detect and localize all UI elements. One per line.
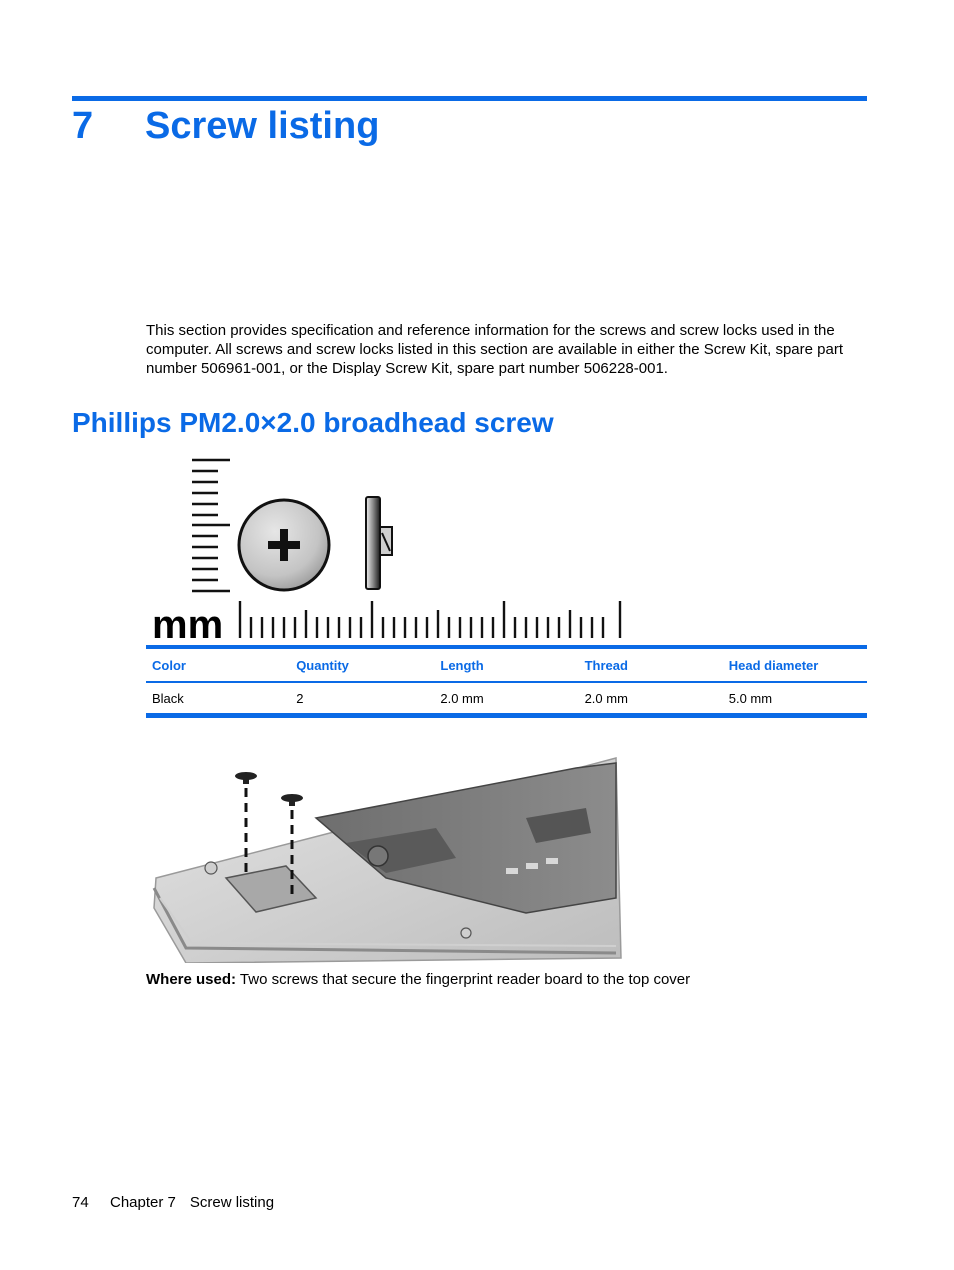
chapter-number: 7 <box>72 104 94 147</box>
scale-unit-label: mm <box>152 603 224 645</box>
cell-quantity: 2 <box>290 682 434 716</box>
cell-thread: 2.0 mm <box>579 682 723 716</box>
table-header-row <box>146 647 867 682</box>
section-heading: Phillips PM2.0×2.0 broadhead screw <box>72 407 554 438</box>
footer-chapter-title: Screw listing <box>189 1194 275 1211</box>
where-used-label: Where used: <box>146 971 237 988</box>
page-number: 74 <box>72 1194 89 1211</box>
screw-head-top-view <box>239 500 329 590</box>
where-used-text: Two screws that secure the fingerprint reader board to the top cover <box>236 971 691 988</box>
vertical-ruler <box>192 460 230 591</box>
screw-location-illustration <box>146 748 626 963</box>
column-header-thread: Thread <box>579 647 723 682</box>
footer-chapter-label: Chapter 7 <box>110 1194 176 1211</box>
horizontal-ruler <box>240 601 620 638</box>
intro-paragraph: This section provides specification and reference information for the screws and screw locks used in the computer. All screws and screw locks listed in this section are available in either the Screw Kit, spare part number 506961-001, or the Display Screw Kit, spare part number 506228-001. <box>146 322 843 377</box>
cell-head-diameter: 5.0 mm <box>723 682 867 716</box>
cell-length: 2.0 mm <box>434 682 578 716</box>
column-header-quantity: Quantity <box>290 647 434 682</box>
cell-color: Black <box>146 682 290 716</box>
screw-scale-illustration <box>146 455 626 645</box>
screw-side-view <box>366 497 392 589</box>
chapter-heading <box>72 100 379 152</box>
page-footer <box>72 1193 274 1212</box>
column-header-head-diameter: Head diameter <box>723 647 867 682</box>
column-header-length: Length <box>434 647 578 682</box>
screw-spec-table <box>146 645 867 718</box>
chapter-title: Screw listing <box>145 104 380 147</box>
column-header-color: Color <box>146 647 290 682</box>
table-row <box>146 682 867 716</box>
where-used-note <box>146 970 690 989</box>
